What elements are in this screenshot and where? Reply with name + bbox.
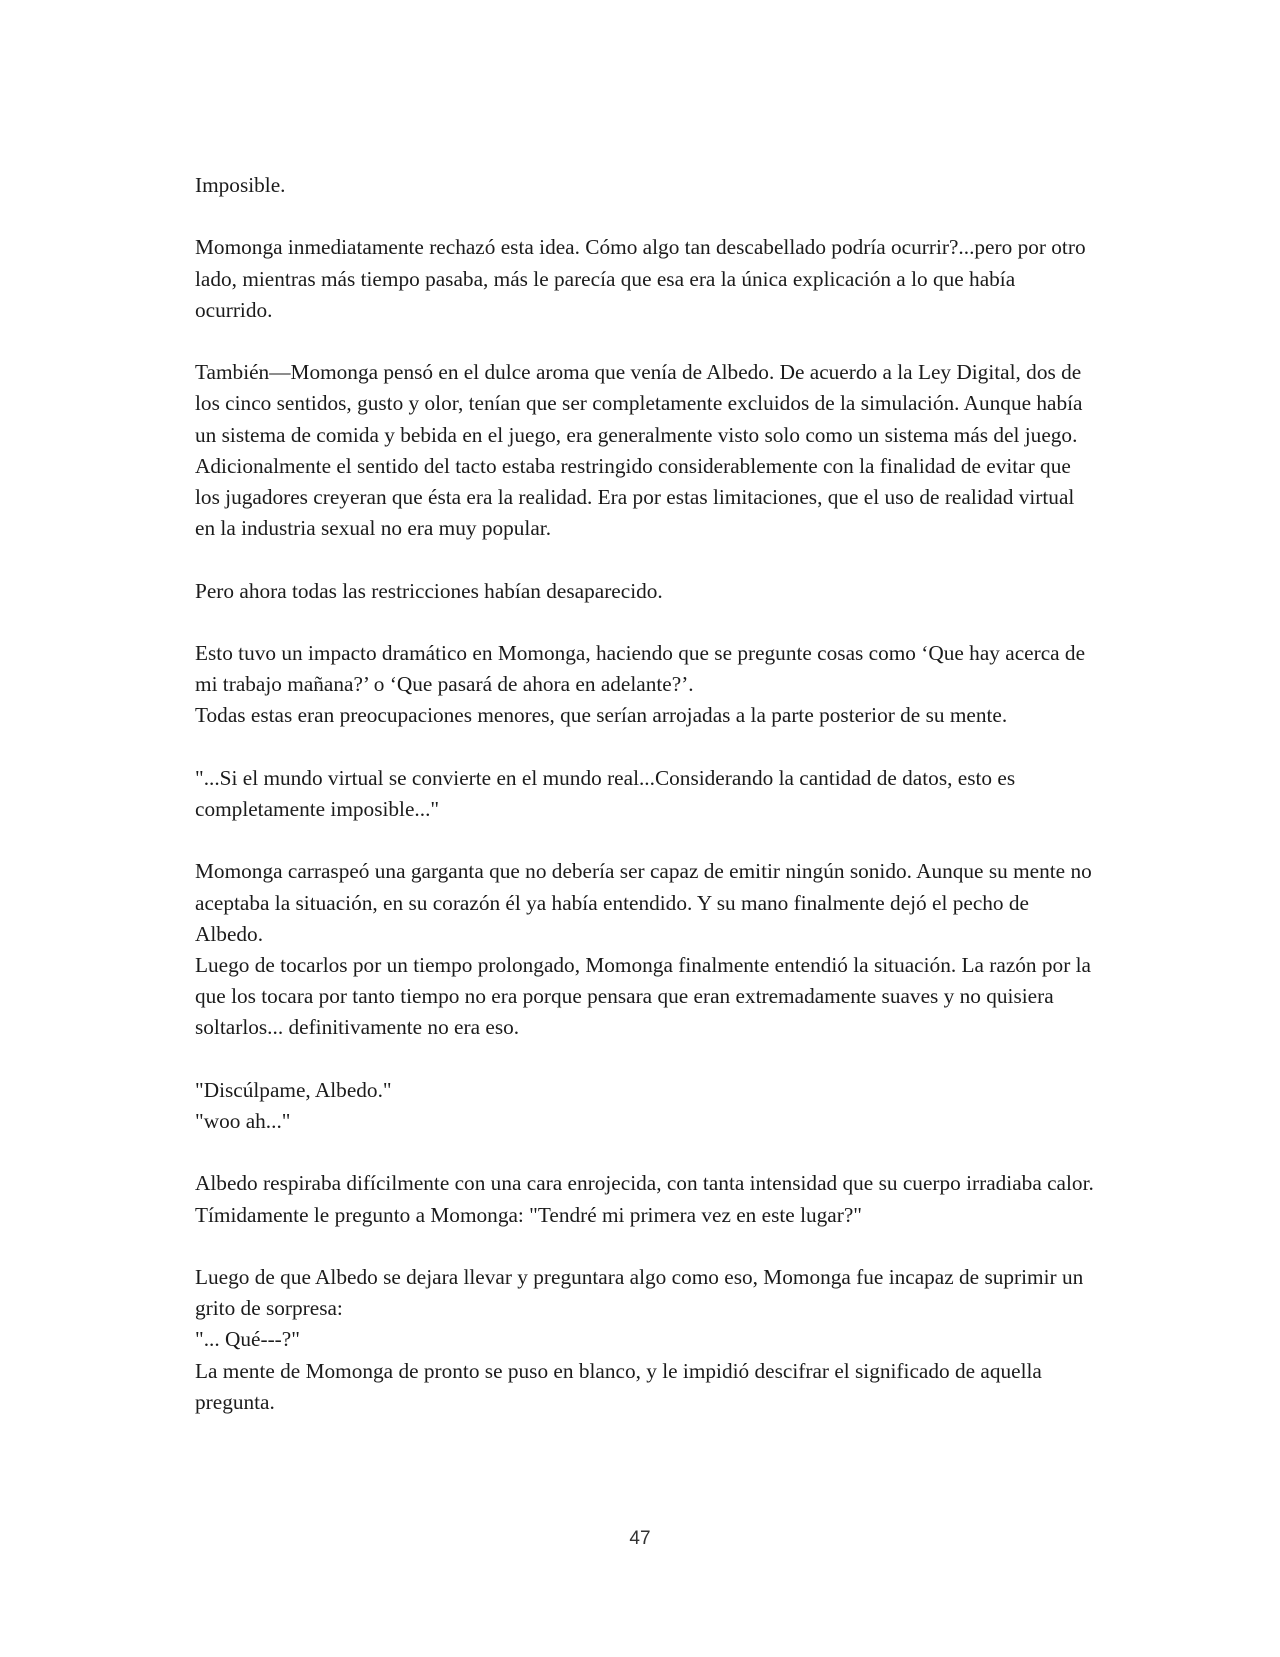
paragraph: Luego de tocarlos por un tiempo prolongado, Momonga finalmente entendió la situación. La razón por la que los tocara por tanto tiempo no era porque pensara que eran extremadamente suaves y no quisiera soltarlos... definitivamente no era eso.	[195, 952, 1091, 1040]
paragraph: Albedo respiraba difícilmente con una cara enrojecida, con tanta intensidad que su cuerpo irradiaba calor. Tímidamente le pregunto a Momonga: "Tendré mi primera vez en este lugar?"	[195, 1171, 1094, 1227]
paragraph: Momonga inmediatamente rechazó esta idea. Cómo algo tan descabellado podría ocurrir?...pero por otro lado, mientras más tiempo pasaba, más le parecía que esa era la única explicación a lo que había ocurrido.	[195, 235, 1086, 322]
paragraph: Momonga carraspeó una garganta que no debería ser capaz de emitir ningún sonido. Aunque su mente no aceptaba la situación, en su corazón él ya había entendido. Y su mano finalmente dejó el pecho de Albedo.	[195, 859, 1092, 946]
dialogue-line: "... Qué---?"	[195, 1327, 300, 1352]
dialogue-line: "woo ah..."	[195, 1108, 291, 1133]
paragraph: Pero ahora todas las restricciones habían desaparecido.	[195, 578, 663, 603]
body-text	[195, 170, 1095, 1418]
paragraph: También—Momonga pensó en el dulce aroma que venía de Albedo. De acuerdo a la Ley Digital, dos de los cinco sentidos, gusto y olor, tenían que ser completamente excluidos de la simulación. Aunque había un sistema de comida y bebida en el juego, era generalmente visto solo como un sistema más del juego. Adicionalmente el sentido del tacto estaba restringido considerablemente con la finalidad de evitar que los jugadores creyeran que ésta era la realidad. Era por estas limitaciones, que el uso de realidad virtual en la industria sexual no era muy popular.	[195, 360, 1083, 541]
dialogue-line: "Discúlpame, Albedo."	[195, 1077, 392, 1102]
paragraph: Luego de que Albedo se dejara llevar y preguntara algo como eso, Momonga fue incapaz de suprimir un grito de sorpresa:	[195, 1264, 1084, 1321]
dialogue-paragraph: "...Si el mundo virtual se convierte en el mundo real...Considerando la cantidad de datos, esto es completamente imposible..."	[195, 765, 1016, 821]
page-number: 47	[629, 1528, 651, 1549]
paragraph: Esto tuvo un impacto dramático en Momonga, haciendo que se pregunte cosas como ‘Que hay acerca de mi trabajo mañana?’ o ‘Que pasará de ahora en adelante?’.	[195, 640, 1086, 697]
paragraph: Imposible.	[195, 173, 286, 197]
paragraph: Todas estas eran preocupaciones menores, que serían arrojadas a la parte posterior de su mente.	[195, 703, 1008, 728]
paragraph: La mente de Momonga de pronto se puso en blanco, y le impidió descifrar el significado de aquella pregunta.	[195, 1358, 1042, 1414]
